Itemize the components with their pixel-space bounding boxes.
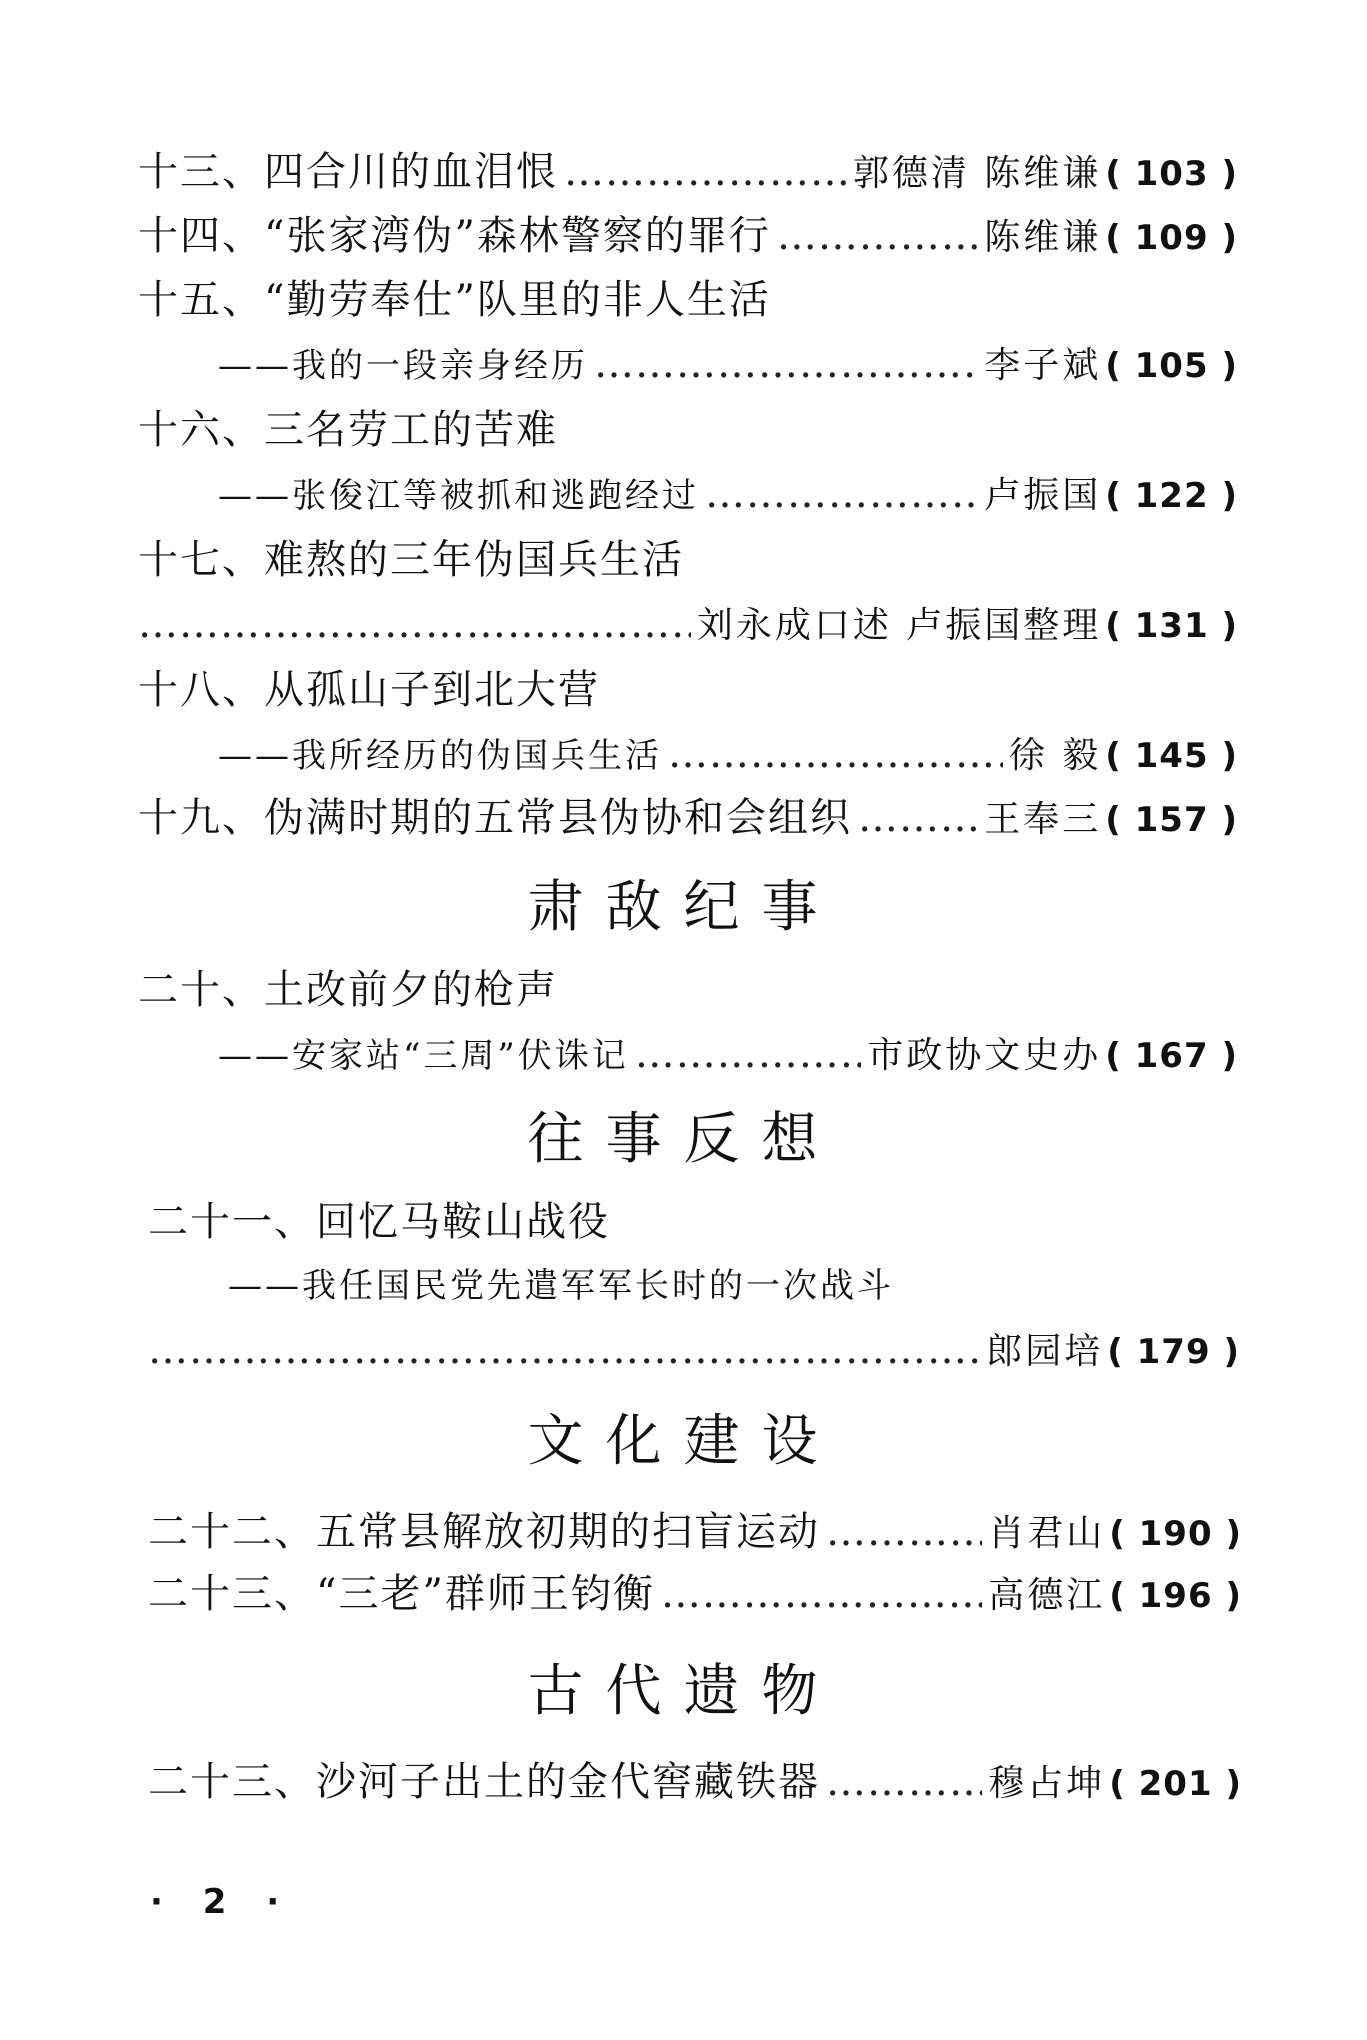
entry-page: ( 196 ) [1109, 1576, 1242, 1616]
entry-author: 郎园培 [986, 1331, 1104, 1372]
entry-title: 十五、“勤劳奉仕”队里的非人生活 [138, 277, 771, 323]
toc-entry [148, 1570, 1242, 1620]
toc-entry [148, 1758, 1242, 1808]
entry-page: ( 131 ) [1105, 606, 1238, 646]
entry-author: 刘永成口述 卢振国整理 [696, 605, 1102, 646]
toc-entry [218, 730, 1238, 780]
leader-dots [858, 794, 978, 842]
entry-author: 陈维谦 [984, 217, 1102, 258]
toc-entry [138, 600, 1238, 650]
entry-title: 十三、四合川的血泪恨 [138, 149, 558, 195]
leader-dots [594, 340, 978, 388]
leader-dots [777, 212, 978, 260]
entry-author: 李子斌 [984, 345, 1102, 386]
section-heading: 古代遗物 [527, 1659, 840, 1724]
leader-dots [138, 600, 691, 648]
entry-subtitle: ——我所经历的伪国兵生活 [218, 736, 662, 776]
entry-page: ( 179 ) [1107, 1332, 1240, 1372]
toc-entry [218, 470, 1238, 520]
entry-author: 穆占坤 [988, 1763, 1106, 1804]
toc-entry [218, 340, 1238, 390]
toc-entry [138, 212, 1238, 262]
entry-page: ( 167 ) [1105, 1036, 1238, 1076]
entry-title: 二十三、沙河子出土的金代窖藏铁器 [148, 1759, 820, 1805]
entry-page: ( 145 ) [1105, 736, 1238, 776]
leader-dots [705, 470, 978, 518]
entry-title: 二十二、五常县解放初期的扫盲运动 [148, 1509, 820, 1555]
entry-title: 十四、“张家湾伪”森林警察的罪行 [138, 213, 771, 259]
leader-dots [148, 1326, 980, 1374]
page-number: · 2 · [150, 1882, 294, 1922]
entry-title: 十八、从孤山子到北大营 [138, 667, 600, 713]
entry-title: 二十、土改前夕的枪声 [138, 967, 558, 1013]
entry-title: 二十一、回忆马鞍山战役 [148, 1199, 610, 1245]
entry-subtitle: ——张俊江等被抓和逃跑经过 [218, 476, 699, 516]
leader-dots [564, 148, 847, 196]
toc-entry [148, 1508, 1242, 1558]
leader-dots [635, 1030, 861, 1078]
leader-dots [668, 730, 1003, 778]
entry-page: ( 103 ) [1105, 154, 1238, 194]
entry-page: ( 157 ) [1105, 800, 1238, 840]
section-heading: 往事反想 [527, 1107, 840, 1172]
entry-page: ( 201 ) [1109, 1764, 1242, 1804]
entry-title: 十六、三名劳工的苦难 [138, 407, 558, 453]
entry-page: ( 122 ) [1105, 476, 1238, 516]
toc-entry [218, 1030, 1238, 1080]
section-heading: 文化建设 [527, 1409, 840, 1474]
section-heading: 肃敌纪事 [527, 875, 840, 940]
entry-author: 徐 毅 [1008, 735, 1102, 776]
entry-author: 卢振国 [984, 475, 1102, 516]
leader-dots [661, 1570, 982, 1618]
toc-entry [148, 1326, 1240, 1376]
entry-title: 二十三、“三老”群师王钧衡 [148, 1571, 655, 1617]
toc-entry [138, 794, 1238, 844]
entry-page: ( 105 ) [1105, 346, 1238, 386]
entry-author: 郭德清 陈维谦 [852, 153, 1102, 194]
entry-page: ( 190 ) [1109, 1514, 1242, 1554]
entry-author: 王奉三 [984, 799, 1102, 840]
entry-author: 高德江 [988, 1575, 1106, 1616]
entry-subtitle: ——我的一段亲身经历 [218, 346, 588, 386]
entry-author: 肖君山 [988, 1513, 1106, 1554]
entry-title: 十七、难熬的三年伪国兵生活 [138, 537, 684, 583]
entry-page: ( 109 ) [1105, 218, 1238, 258]
entry-subtitle: ——我任国民党先遣军军长时的一次战斗 [228, 1266, 894, 1306]
entry-author: 市政协文史办 [867, 1035, 1102, 1076]
leader-dots [826, 1508, 982, 1556]
toc-entry [138, 148, 1238, 198]
entry-subtitle: ——安家站“三周”伏诛记 [218, 1036, 629, 1076]
entry-title: 十九、伪满时期的五常县伪协和会组织 [138, 795, 852, 841]
leader-dots [826, 1758, 982, 1806]
